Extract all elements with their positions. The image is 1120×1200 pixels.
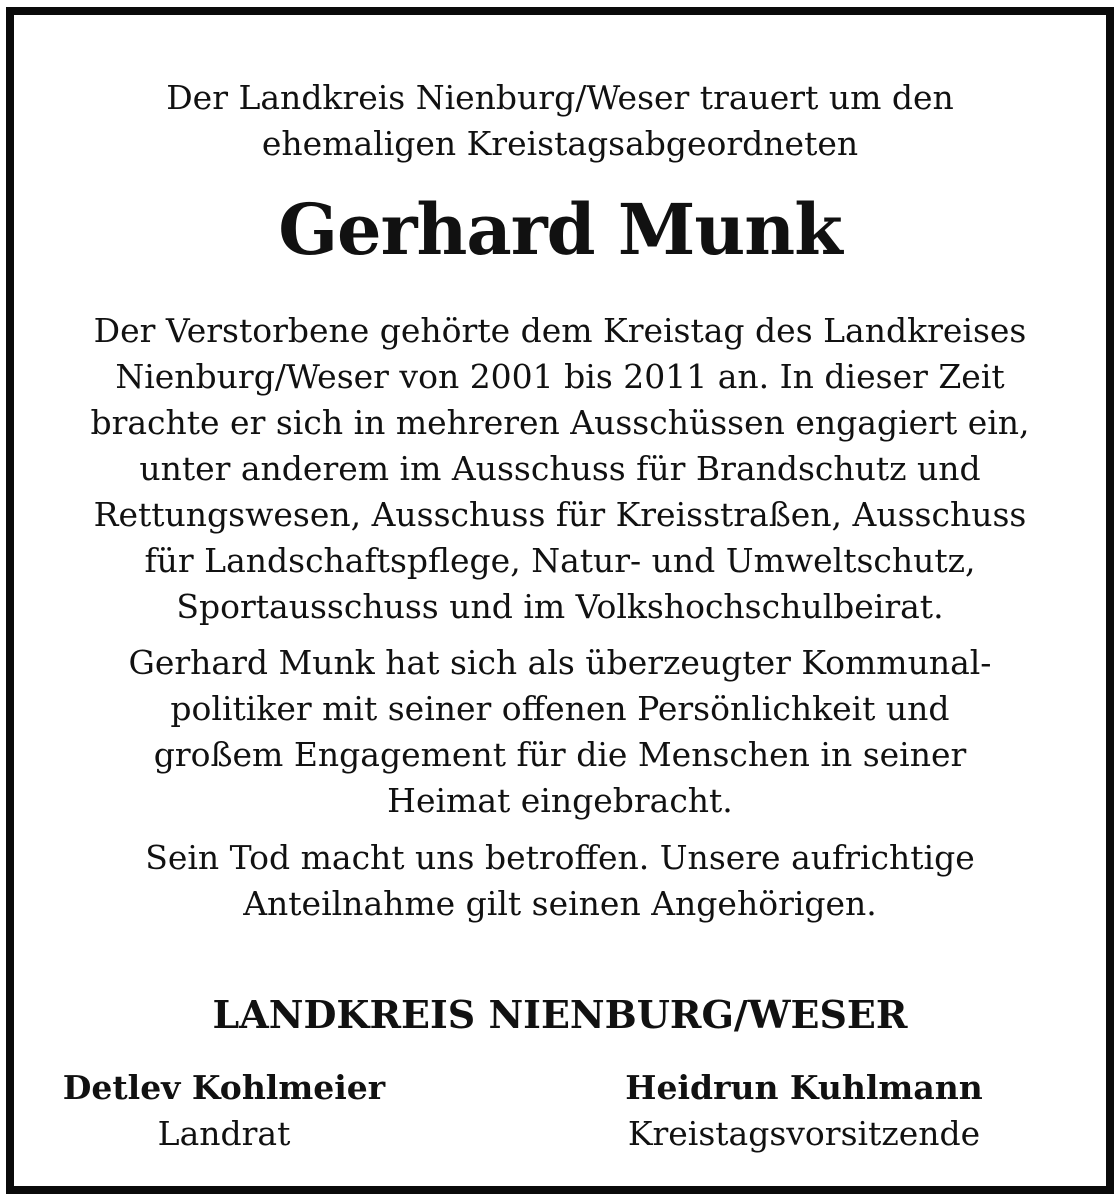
intro-line: Der Landkreis Nienburg/Weser trauert um den [166,78,954,117]
text-line: Rettungswesen, Ausschuss für Kreisstraßen, Ausschuss [93,495,1027,534]
text-line: Heimat eingebracht. [387,781,733,820]
text-line: Anteilnahme gilt seinen Angehörigen. [243,884,877,923]
text-line: unter anderem im Ausschuss für Brandschutz und [139,449,981,488]
organization-name: LANDKREIS NIENBURG/WESER [212,992,908,1037]
text-line: Der Verstorbene gehörte dem Kreistag des Landkreises [93,311,1027,350]
intro-line: ehemaligen Kreistagsabgeordneten [261,124,859,163]
text-line: Nienburg/Weser von 2001 bis 2011 an. In dieser Zeit [115,357,1005,396]
signatory-name: Detlev Kohlmeier [62,1068,386,1107]
paragraph-tribute [14,640,1106,824]
obituary-notice [6,7,1114,1194]
signatory-left [54,1065,394,1157]
text-line: Sportausschuss und im Volkshochschulbeirat. [176,587,944,626]
text-line: brachte er sich in mehreren Ausschüssen engagiert ein, [90,403,1030,442]
text-line: Sein Tod macht uns betroffen. Unsere aufrichtige [145,838,975,877]
text-line: Gerhard Munk hat sich als überzeugter Kommunal- [128,643,992,682]
paragraph-condolence [14,835,1106,927]
signatory-role: Landrat [157,1114,291,1153]
text-line: politiker mit seiner offenen Persönlichkeit und [170,689,950,728]
intro-text [14,75,1106,167]
signatory-name: Heidrun Kuhlmann [625,1068,983,1107]
paragraph-biography [14,308,1106,630]
signatory-right [594,1065,1014,1157]
text-line: großem Engagement für die Menschen in seiner [153,735,967,774]
signatory-role: Kreistagsvorsitzende [627,1114,981,1153]
deceased-name: Gerhard Munk [278,188,842,271]
text-line: für Landschaftspflege, Natur- und Umweltschutz, [144,541,976,580]
